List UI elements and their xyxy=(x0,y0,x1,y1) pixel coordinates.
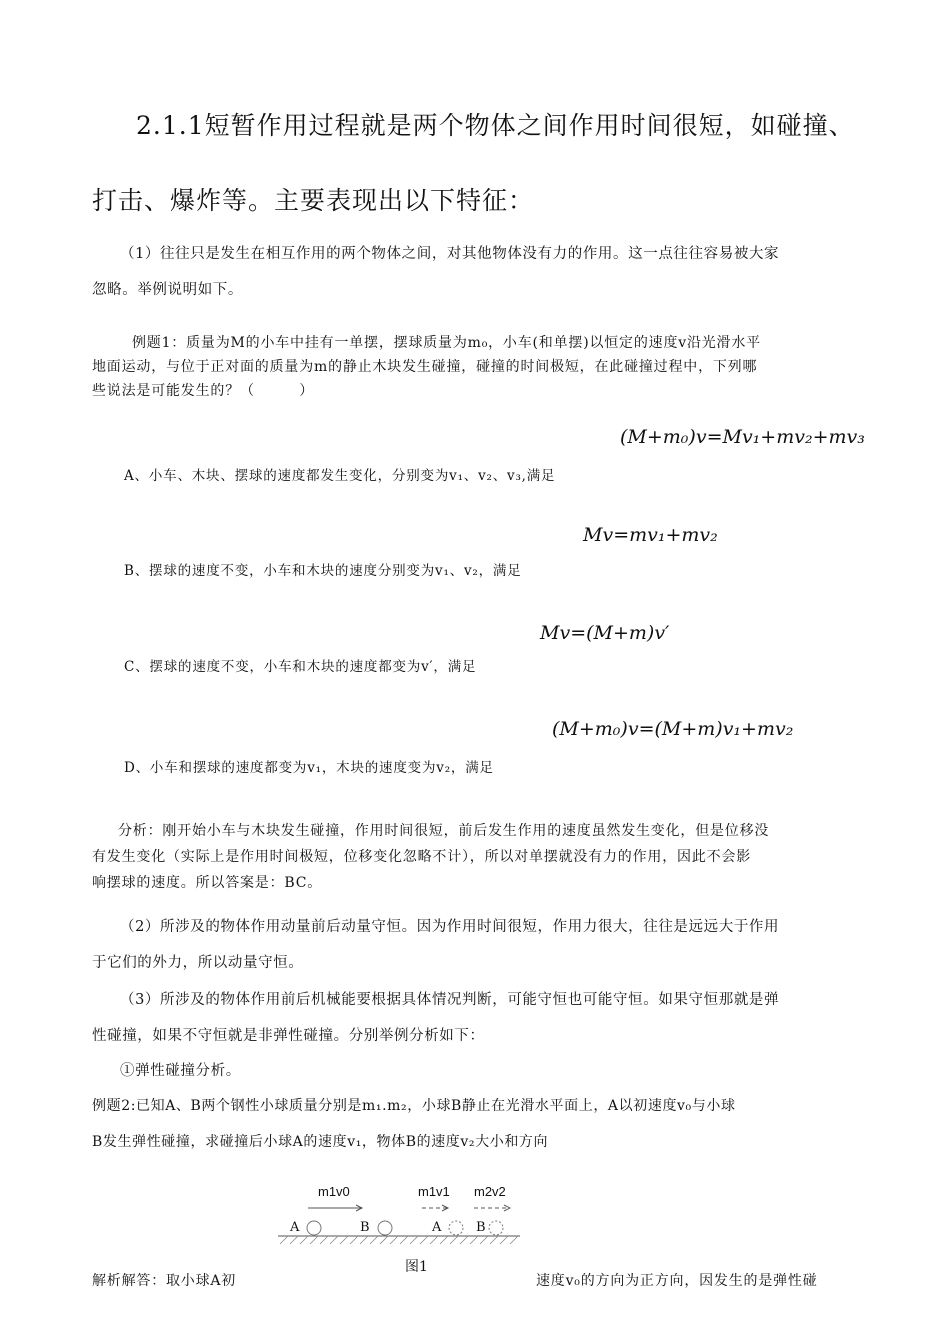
option-a: A、小车、木块、摆球的速度都发生变化，分别变为v₁、v₂、v₃,满足 xyxy=(124,468,556,484)
figure-caption: 图1 xyxy=(405,1259,428,1275)
equation-c: Mv=(M+m)v′ xyxy=(540,622,670,644)
figure-drawing xyxy=(270,1180,540,1255)
example-2 xyxy=(92,1088,862,1160)
example-1-line-1: 例题1：质量为M的小车中挂有一单摆，摆球质量为m₀，小车(和单摆)以恒定的速度v沿光滑水平 xyxy=(132,335,761,351)
paragraph-3-line-1: （3）所涉及的物体作用前后机械能要根据具体情况判断，可能守恒也可能守恒。如果守恒那就是弹 xyxy=(120,992,780,1008)
label-m2v2: m2v2 xyxy=(474,1184,506,1199)
analysis-line-2: 有发生变化（实际上是作用时间极短，位移变化忽略不计），所以对单摆就没有力的作用，因此不会影 xyxy=(92,849,751,865)
ball-label-b: B xyxy=(360,1220,370,1235)
solution-start-left: 解析解答：取小球A初 xyxy=(92,1273,237,1289)
analysis-line-1: 分析：刚开始小车与木块发生碰撞，作用时间很短，前后发生作用的速度虽然发生变化，但是位移没 xyxy=(118,823,770,839)
paragraph-2 xyxy=(92,909,862,981)
paragraph-3 xyxy=(92,982,862,1054)
option-b: B、摆球的速度不变，小车和木块的速度分别变为v₁、v₂，满足 xyxy=(124,563,522,579)
option-d: D、小车和摆球的速度都变为v₁，木块的速度变为v₂，满足 xyxy=(124,760,494,776)
analysis-line-3: 响摆球的速度。所以答案是：BC。 xyxy=(92,875,323,891)
paragraph-3-line-2: 性碰撞，如果不守恒就是非弹性碰撞。分别举例分析如下： xyxy=(92,1028,485,1044)
ball-b-initial xyxy=(378,1221,392,1235)
example-1 xyxy=(92,331,862,403)
example-1-line-3: 些说法是可能发生的？（ ） xyxy=(92,383,314,399)
example-2-line-1: 例题2:已知A、B两个钢性小球质量分别是m₁.m₂，小球B静止在光滑水平面上，A以初速度v₀与小球 xyxy=(92,1098,736,1114)
figure-1 xyxy=(270,1180,540,1255)
analysis xyxy=(92,818,862,896)
equation-d: (M+m₀)v=(M+m)v₁+mv₂ xyxy=(552,718,794,740)
equation-a: (M+m₀)v=Mv₁+mv₂+mv₃ xyxy=(620,426,865,448)
label-m1v1: m1v1 xyxy=(418,1184,450,1199)
paragraph-2-line-2: 于它们的外力，所以动量守恒。 xyxy=(92,955,304,971)
paragraph-1-line-2: 忽略。举例说明如下。 xyxy=(92,282,243,298)
heading-line-2: 打击、爆炸等。主要表现出以下特征： xyxy=(92,186,535,215)
solution-start-right: 速度v₀的方向为正方向，因发生的是弹性碰 xyxy=(536,1273,818,1289)
paragraph-2-line-1: （2）所涉及的物体作用动量前后动量守恒。因为作用时间很短，作用力很大，往往是远远大于作用 xyxy=(120,919,780,935)
ball-label-b-final: B xyxy=(476,1220,486,1235)
heading-line-1: 2.1.1短暂作用过程就是两个物体之间作用时间很短，如碰撞、 xyxy=(136,111,855,140)
ball-label-a: A xyxy=(290,1220,300,1235)
ball-a-final xyxy=(449,1221,463,1235)
ball-label-a-final: A xyxy=(432,1220,442,1235)
example-2-line-2: B发生弹性碰撞，求碰撞后小球A的速度v₁，物体B的速度v₂大小和方向 xyxy=(92,1134,549,1150)
example-1-line-2: 地面运动，与位于正对面的质量为m的静止木块发生碰撞，碰撞的时间极短，在此碰撞过程中，下列哪 xyxy=(92,359,758,375)
paragraph-1 xyxy=(92,236,862,308)
equation-b: Mv=mv₁+mv₂ xyxy=(583,524,718,546)
subheading-elastic: ①弹性碰撞分析。 xyxy=(120,1063,241,1079)
paragraph-1-line-1: （1）往往只是发生在相互作用的两个物体之间，对其他物体没有力的作用。这一点往往容易被大家 xyxy=(120,246,780,262)
ball-a-initial xyxy=(307,1221,321,1235)
label-m1v0: m1v0 xyxy=(318,1184,350,1199)
option-c: C、摆球的速度不变，小车和木块的速度都变为v′，满足 xyxy=(124,659,477,675)
ball-b-final xyxy=(489,1221,503,1235)
